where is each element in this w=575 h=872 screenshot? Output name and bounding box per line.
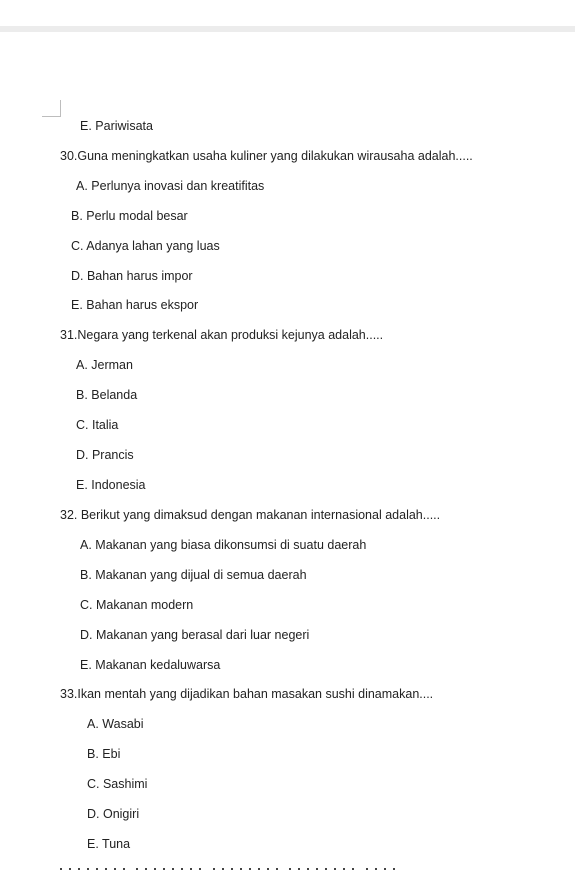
q31-option-b: B. Belanda	[76, 388, 138, 402]
q32-option-a: A. Makanan yang biasa dikonsumsi di suatu daerah	[80, 538, 367, 552]
top-toolbar-strip	[0, 26, 575, 32]
q32-option-e: E. Makanan kedaluwarsa	[80, 658, 221, 672]
q33-option-d: D. Onigiri	[87, 807, 140, 821]
q31-option-d: D. Prancis	[76, 448, 134, 462]
q30-option-b: B. Perlu modal besar	[71, 209, 188, 223]
q31-option-c: C. Italia	[76, 418, 119, 432]
q31-option-e: E. Indonesia	[76, 478, 146, 492]
q32-option-c: C. Makanan modern	[80, 598, 194, 612]
q31-option-a: A. Jerman	[76, 358, 133, 372]
q33-option-b: B. Ebi	[87, 747, 121, 761]
q30-option-a: A. Perlunya inovasi dan kreatifitas	[76, 179, 265, 193]
question-30: 30.Guna meningkatkan usaha kuliner yang dilakukan wirausaha adalah.....	[60, 149, 473, 163]
q33-option-c: C. Sashimi	[87, 777, 148, 791]
q32-option-d: D. Makanan yang berasal dari luar negeri	[80, 628, 310, 642]
q33-option-a: A. Wasabi	[87, 717, 144, 731]
question-32: 32. Berikut yang dimaksud dengan makanan internasional adalah.....	[60, 508, 441, 522]
q33-option-e: E. Tuna	[87, 837, 131, 851]
cropped-next-line	[60, 862, 410, 872]
q30-option-d: D. Bahan harus impor	[71, 269, 193, 283]
q30-option-c: C. Adanya lahan yang luas	[71, 239, 220, 253]
q30-option-e: E. Bahan harus ekspor	[71, 298, 199, 312]
question-31: 31.Negara yang terkenal akan produksi kejunya adalah.....	[60, 328, 384, 342]
question-33: 33.Ikan mentah yang dijadikan bahan masakan sushi dinamakan....	[60, 687, 434, 701]
q32-option-b: B. Makanan yang dijual di semua daerah	[80, 568, 307, 582]
q29-option-e: E. Pariwisata	[80, 119, 153, 133]
page-margin-marker	[42, 100, 61, 117]
